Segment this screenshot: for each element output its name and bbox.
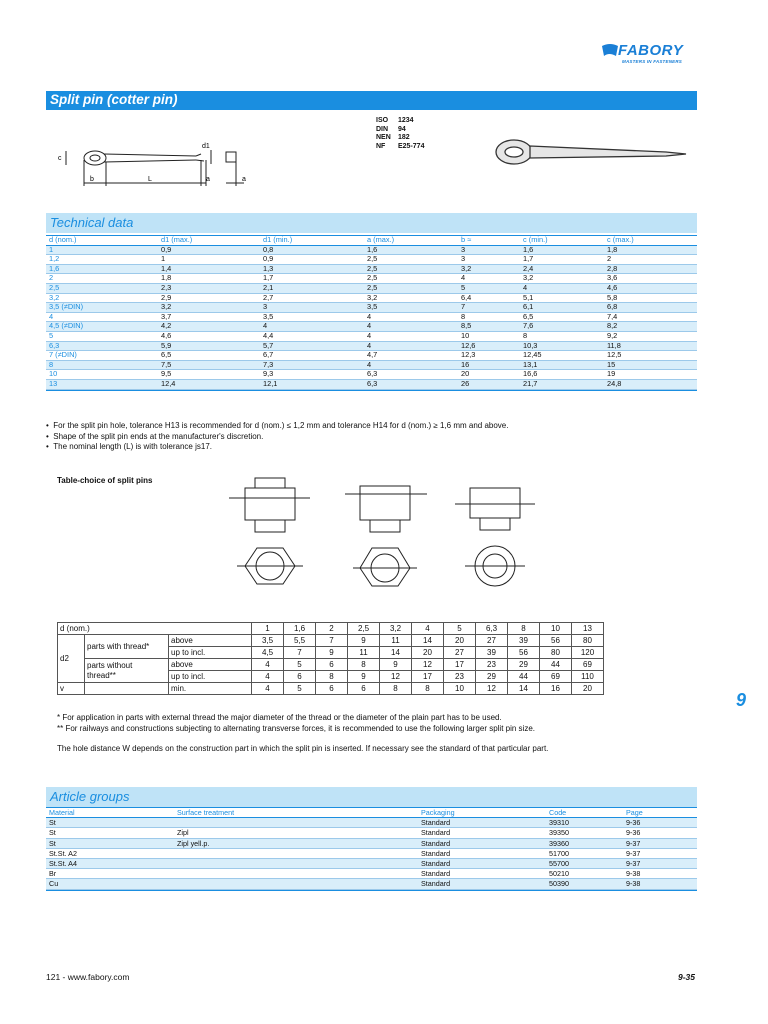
- choice-cell: 5: [284, 683, 316, 695]
- article-column-header: Surface treatment: [174, 808, 418, 818]
- article-cell: Standard: [418, 869, 546, 879]
- article-row: [46, 818, 697, 828]
- choice-cell: 69: [572, 659, 604, 671]
- article-cell: Standard: [418, 828, 546, 838]
- choice-cell: 4: [412, 623, 444, 635]
- technical-cell: 7 (≠DIN): [46, 351, 158, 361]
- choice-cell: 2: [316, 623, 348, 635]
- technical-cell: 24,8: [604, 379, 697, 389]
- technical-cell: 19: [604, 370, 697, 380]
- article-cell: 9-37: [623, 838, 697, 848]
- technical-notes: [46, 421, 508, 453]
- choice-cell: 5,5: [284, 635, 316, 647]
- choice-cell: 1,6: [284, 623, 316, 635]
- technical-cell: 2,4: [520, 264, 604, 274]
- choice-cell: 6: [316, 683, 348, 695]
- choice-row-dnom: [58, 623, 604, 635]
- technical-cell: 8: [46, 360, 158, 370]
- choice-label: d2: [58, 635, 85, 683]
- technical-cell: 5,1: [520, 293, 604, 303]
- dim-b-label: b: [90, 176, 94, 183]
- choice-row-without-above: [58, 659, 604, 671]
- technical-data-table: [46, 236, 697, 390]
- footnotes: [57, 713, 548, 755]
- choice-cell: 9: [380, 659, 412, 671]
- technical-cell: 6,4: [458, 293, 520, 303]
- footnote-item: ** For railways and constructions subjecting to alternating transverse forces, it is recommended to use the following larger split pin size.: [57, 723, 536, 733]
- technical-cell: 16,6: [520, 370, 604, 380]
- technical-cell: 7,4: [604, 312, 697, 322]
- article-row: [46, 859, 697, 869]
- technical-data-header: [46, 213, 697, 233]
- technical-cell: 16: [458, 360, 520, 370]
- article-cell: 9-38: [623, 879, 697, 889]
- technical-cell: 2,8: [604, 264, 697, 274]
- choice-cell: 120: [572, 647, 604, 659]
- technical-cell: 4: [46, 312, 158, 322]
- technical-cell: 4: [260, 322, 364, 332]
- choice-cell: 8: [316, 671, 348, 683]
- choice-cell: 12: [412, 659, 444, 671]
- technical-cell: 3,5: [364, 303, 458, 313]
- technical-cell: 0,9: [260, 255, 364, 265]
- choice-cell: 8: [380, 683, 412, 695]
- technical-cell: 9,5: [158, 370, 260, 380]
- technical-cell: 3,5 (≠DIN): [46, 303, 158, 313]
- technical-cell: 1,8: [604, 245, 697, 255]
- choice-cell: 14: [412, 635, 444, 647]
- choice-cell: 6: [348, 683, 380, 695]
- choice-cell: 11: [380, 635, 412, 647]
- page-title: Split pin (cotter pin): [50, 92, 178, 107]
- note-item: • For the split pin hole, tolerance H13 is recommended for d (nom.) ≤ 1,2 mm and tolerance H14 for d (nom.) ≥ 1,6 mm and above.: [46, 421, 509, 430]
- technical-cell: 3,7: [158, 312, 260, 322]
- article-cell: 9-36: [623, 828, 697, 838]
- choice-cell: 1: [252, 623, 284, 635]
- technical-cell: 7,5: [158, 360, 260, 370]
- technical-cell: 10,3: [520, 341, 604, 351]
- choice-cell: 39: [508, 635, 540, 647]
- article-column-header: Packaging: [418, 808, 546, 818]
- article-cell: [174, 818, 418, 828]
- technical-column-header: b ≈: [458, 236, 520, 245]
- technical-cell: 1,2: [46, 255, 158, 265]
- choice-cell: 10: [540, 623, 572, 635]
- choice-label: up to incl.: [169, 647, 252, 659]
- technical-cell: 20: [458, 370, 520, 380]
- note-item: • Shape of the split pin ends at the manufacturer's discretion.: [46, 431, 264, 441]
- footer-page-number: 9-35: [678, 972, 696, 982]
- choice-cell: 4: [252, 671, 284, 683]
- technical-cell: 1,3: [260, 264, 364, 274]
- choice-cell: 39: [476, 647, 508, 659]
- technical-cell: 1: [46, 245, 158, 255]
- article-cell: 9-37: [623, 859, 697, 869]
- technical-cell: 8: [520, 331, 604, 341]
- technical-cell: 1: [158, 255, 260, 265]
- technical-cell: 11,8: [604, 341, 697, 351]
- split-pin-dimension-drawing: [56, 130, 266, 190]
- choice-cell: 6,3: [476, 623, 508, 635]
- technical-cell: 1,6: [520, 245, 604, 255]
- technical-column-header: a (max.): [364, 236, 458, 245]
- choice-label: [85, 659, 169, 683]
- standard-item: DIN 94: [376, 125, 406, 133]
- choice-cell: 23: [444, 671, 476, 683]
- technical-cell: 3,2: [46, 293, 158, 303]
- choice-label: [85, 683, 169, 695]
- technical-cell: 1,8: [158, 274, 260, 284]
- choice-label: v: [58, 683, 85, 695]
- article-cell: 55700: [546, 859, 623, 869]
- technical-cell: 8: [458, 312, 520, 322]
- dim-a2-label: a: [242, 176, 246, 183]
- technical-cell: 2: [46, 274, 158, 284]
- technical-data-title: Technical data: [50, 215, 134, 230]
- article-cell: 39310: [546, 818, 623, 828]
- footer-website: 121 - www.fabory.com: [46, 972, 130, 982]
- choice-cell: 17: [412, 671, 444, 683]
- technical-row: [46, 379, 697, 389]
- choice-cell: 29: [508, 659, 540, 671]
- article-cell: [174, 869, 418, 879]
- article-cell: Zipl yell.p.: [174, 838, 418, 848]
- article-cell: [174, 848, 418, 858]
- technical-cell: 1,4: [158, 264, 260, 274]
- technical-cell: 4,6: [158, 331, 260, 341]
- note-item: • The nominal length (L) is with tolerance js17.: [46, 442, 212, 451]
- choice-cell: 27: [444, 647, 476, 659]
- choice-cell: 7: [284, 647, 316, 659]
- technical-cell: 6,1: [520, 303, 604, 313]
- technical-row: [46, 303, 697, 313]
- technical-cell: 21,7: [520, 379, 604, 389]
- choice-cell: 20: [572, 683, 604, 695]
- choice-label: d (nom.): [58, 623, 252, 635]
- article-cell: [174, 879, 418, 889]
- choice-cell: 4: [252, 683, 284, 695]
- article-cell: St.St. A4: [46, 859, 174, 869]
- technical-cell: 6,3: [46, 341, 158, 351]
- technical-cell: 2,9: [158, 293, 260, 303]
- technical-cell: 1,7: [520, 255, 604, 265]
- technical-cell: 1,6: [46, 264, 158, 274]
- choice-cell: 44: [508, 671, 540, 683]
- technical-cell: 6,5: [520, 312, 604, 322]
- article-row: [46, 848, 697, 858]
- article-cell: 51700: [546, 848, 623, 858]
- choice-cell: 5: [284, 659, 316, 671]
- article-cell: St: [46, 828, 174, 838]
- article-groups-header: [46, 787, 697, 807]
- technical-column-header: d1 (max.): [158, 236, 260, 245]
- technical-row: [46, 312, 697, 322]
- choice-cell: 14: [508, 683, 540, 695]
- logo-brand: FABORY: [618, 42, 684, 59]
- article-cell: 9-37: [623, 848, 697, 858]
- technical-cell: 1,7: [260, 274, 364, 284]
- technical-cell: 8,2: [604, 322, 697, 332]
- article-cell: St: [46, 818, 174, 828]
- technical-cell: 4: [364, 312, 458, 322]
- choice-row-v: [58, 683, 604, 695]
- article-header-row: [46, 808, 697, 818]
- fabory-logo-icon: [600, 42, 620, 60]
- choice-row-with-above: [58, 635, 604, 647]
- choice-table-title: Table-choice of split pins: [57, 476, 153, 485]
- choice-cell: 69: [540, 671, 572, 683]
- article-cell: 50210: [546, 869, 623, 879]
- technical-column-header: c (max.): [604, 236, 697, 245]
- choice-cell: 9: [316, 647, 348, 659]
- choice-label: min.: [169, 683, 252, 695]
- technical-cell: 3,2: [158, 303, 260, 313]
- technical-header-row: [46, 236, 697, 245]
- article-cell: Br: [46, 869, 174, 879]
- technical-cell: 13,1: [520, 360, 604, 370]
- choice-cell: 80: [572, 635, 604, 647]
- technical-row: [46, 331, 697, 341]
- technical-cell: 2,5: [46, 283, 158, 293]
- technical-cell: 2,7: [260, 293, 364, 303]
- technical-cell: 8,5: [458, 322, 520, 332]
- choice-cell: 16: [540, 683, 572, 695]
- choice-cell: 8: [508, 623, 540, 635]
- article-cell: St: [46, 838, 174, 848]
- article-cell: 9-38: [623, 869, 697, 879]
- choice-cell: 12: [476, 683, 508, 695]
- article-cell: Zipl: [174, 828, 418, 838]
- technical-cell: 12,1: [260, 379, 364, 389]
- technical-cell: 3: [458, 255, 520, 265]
- technical-cell: 4: [364, 341, 458, 351]
- technical-cell: 6,5: [158, 351, 260, 361]
- choice-cell: 13: [572, 623, 604, 635]
- technical-cell: 26: [458, 379, 520, 389]
- castle-nut-drawings: [215, 468, 545, 613]
- choice-label: parts with thread*: [85, 635, 169, 659]
- technical-column-header: c (min.): [520, 236, 604, 245]
- choice-cell: 23: [476, 659, 508, 671]
- footnote-item: * For application in parts with external thread the major diameter of the thread or the diameter of the plain part has to be used.: [57, 713, 502, 722]
- technical-cell: 4: [520, 283, 604, 293]
- technical-cell: 3,2: [520, 274, 604, 284]
- page-title-bar: [46, 91, 697, 110]
- choice-cell: 3,2: [380, 623, 412, 635]
- article-groups-table: [46, 808, 697, 890]
- technical-row: [46, 351, 697, 361]
- standards-list: [376, 117, 424, 151]
- technical-cell: 4: [364, 322, 458, 332]
- chapter-number: 9: [736, 690, 747, 710]
- choice-label: up to incl.: [169, 671, 252, 683]
- choice-cell: 20: [444, 635, 476, 647]
- choice-cell: 44: [540, 659, 572, 671]
- choice-table: [57, 622, 604, 695]
- choice-cell: 8: [348, 659, 380, 671]
- article-cell: [174, 859, 418, 869]
- article-cell: Standard: [418, 879, 546, 889]
- technical-cell: 2,1: [260, 283, 364, 293]
- technical-cell: 3: [458, 245, 520, 255]
- technical-cell: 7,6: [520, 322, 604, 332]
- article-table-frame: [46, 807, 697, 891]
- technical-cell: 2,3: [158, 283, 260, 293]
- article-cell: 39350: [546, 828, 623, 838]
- choice-label: above: [169, 659, 252, 671]
- article-cell: Standard: [418, 859, 546, 869]
- technical-cell: 2,5: [364, 283, 458, 293]
- article-cell: St.St. A2: [46, 848, 174, 858]
- dim-a-label: a: [206, 176, 210, 183]
- article-cell: 39360: [546, 838, 623, 848]
- choice-cell: 3,5: [252, 635, 284, 647]
- technical-cell: 9,2: [604, 331, 697, 341]
- technical-cell: 6,7: [260, 351, 364, 361]
- article-row: [46, 879, 697, 889]
- choice-cell: 29: [476, 671, 508, 683]
- technical-cell: 4: [458, 274, 520, 284]
- technical-cell: 1,6: [364, 245, 458, 255]
- technical-column-header: d1 (min.): [260, 236, 364, 245]
- technical-row: [46, 255, 697, 265]
- choice-cell: 110: [572, 671, 604, 683]
- technical-cell: 13: [46, 379, 158, 389]
- technical-cell: 4: [364, 331, 458, 341]
- dim-L-label: L: [148, 176, 152, 183]
- article-cell: Cu: [46, 879, 174, 889]
- choice-cell: 6: [284, 671, 316, 683]
- technical-cell: 2,5: [364, 274, 458, 284]
- technical-row: [46, 370, 697, 380]
- technical-cell: 12,6: [458, 341, 520, 351]
- technical-cell: 10: [458, 331, 520, 341]
- article-cell: 50390: [546, 879, 623, 889]
- technical-cell: 4,7: [364, 351, 458, 361]
- choice-label: above: [169, 635, 252, 647]
- technical-cell: 0,9: [158, 245, 260, 255]
- choice-cell: 10: [444, 683, 476, 695]
- article-cell: Standard: [418, 838, 546, 848]
- technical-cell: 0,8: [260, 245, 364, 255]
- standard-item: NF E25-774: [376, 142, 425, 150]
- technical-cell: 10: [46, 370, 158, 380]
- technical-cell: 12,5: [604, 351, 697, 361]
- technical-cell: 6,8: [604, 303, 697, 313]
- technical-cell: 12,45: [520, 351, 604, 361]
- choice-cell: 12: [380, 671, 412, 683]
- article-row: [46, 869, 697, 879]
- technical-cell: 4,4: [260, 331, 364, 341]
- technical-cell: 15: [604, 360, 697, 370]
- article-groups-title: Article groups: [50, 789, 130, 804]
- standard-item: NEN 182: [376, 134, 410, 141]
- choice-cell: 56: [508, 647, 540, 659]
- split-pin-illustration: [486, 134, 696, 174]
- technical-cell: 5,7: [260, 341, 364, 351]
- technical-cell: 4,5 (≠DIN): [46, 322, 158, 332]
- footnote-item: The hole distance W depends on the construction part in which the split pin is inserted. If necessary see the standard of that particular part.: [57, 744, 549, 753]
- article-cell: 9-36: [623, 818, 697, 828]
- technical-cell: 12,4: [158, 379, 260, 389]
- choice-cell: 4,5: [252, 647, 284, 659]
- choice-cell: 6: [316, 659, 348, 671]
- logo-tagline: MASTERS IN FASTENERS: [622, 59, 683, 64]
- choice-cell: 7: [316, 635, 348, 647]
- article-row: [46, 838, 697, 848]
- technical-cell: 3,2: [458, 264, 520, 274]
- technical-cell: 3,6: [604, 274, 697, 284]
- technical-row: [46, 283, 697, 293]
- choice-label-line: thread**: [87, 670, 116, 680]
- fabory-logo: [600, 42, 700, 68]
- technical-cell: 2,5: [364, 255, 458, 265]
- technical-cell: 6,3: [364, 379, 458, 389]
- article-row: [46, 828, 697, 838]
- choice-cell: 27: [476, 635, 508, 647]
- choice-cell: 20: [412, 647, 444, 659]
- technical-table-frame: [46, 235, 697, 391]
- article-cell: Standard: [418, 848, 546, 858]
- choice-cell: 56: [540, 635, 572, 647]
- technical-cell: 4,2: [158, 322, 260, 332]
- technical-cell: 5,8: [604, 293, 697, 303]
- article-cell: Standard: [418, 818, 546, 828]
- technical-cell: 5: [46, 331, 158, 341]
- article-column-header: Code: [546, 808, 623, 818]
- dim-c-label: c: [58, 155, 62, 162]
- technical-cell: 4,6: [604, 283, 697, 293]
- technical-cell: 12,3: [458, 351, 520, 361]
- choice-cell: 4: [252, 659, 284, 671]
- choice-cell: 2,5: [348, 623, 380, 635]
- article-column-header: Material: [46, 808, 174, 818]
- technical-cell: 3: [260, 303, 364, 313]
- choice-cell: 11: [348, 647, 380, 659]
- choice-cell: 9: [348, 671, 380, 683]
- technical-column-header: d (nom.): [46, 236, 158, 245]
- technical-cell: 3,5: [260, 312, 364, 322]
- technical-cell: 2,5: [364, 264, 458, 274]
- choice-cell: 9: [348, 635, 380, 647]
- dim-d1-label: d1: [202, 143, 210, 150]
- choice-cell: 17: [444, 659, 476, 671]
- technical-cell: 4: [364, 360, 458, 370]
- choice-label-line: parts without: [87, 660, 133, 670]
- technical-cell: 3,2: [364, 293, 458, 303]
- technical-cell: 5,9: [158, 341, 260, 351]
- technical-cell: 7: [458, 303, 520, 313]
- choice-cell: 14: [380, 647, 412, 659]
- choice-cell: 5: [444, 623, 476, 635]
- article-column-header: Page: [623, 808, 697, 818]
- standard-item: ISO 1234: [376, 117, 414, 124]
- technical-cell: 6,3: [364, 370, 458, 380]
- choice-cell: 80: [540, 647, 572, 659]
- choice-cell: 8: [412, 683, 444, 695]
- technical-row: [46, 322, 697, 332]
- technical-cell: 7,3: [260, 360, 364, 370]
- technical-cell: 5: [458, 283, 520, 293]
- technical-cell: 9,3: [260, 370, 364, 380]
- technical-cell: 2: [604, 255, 697, 265]
